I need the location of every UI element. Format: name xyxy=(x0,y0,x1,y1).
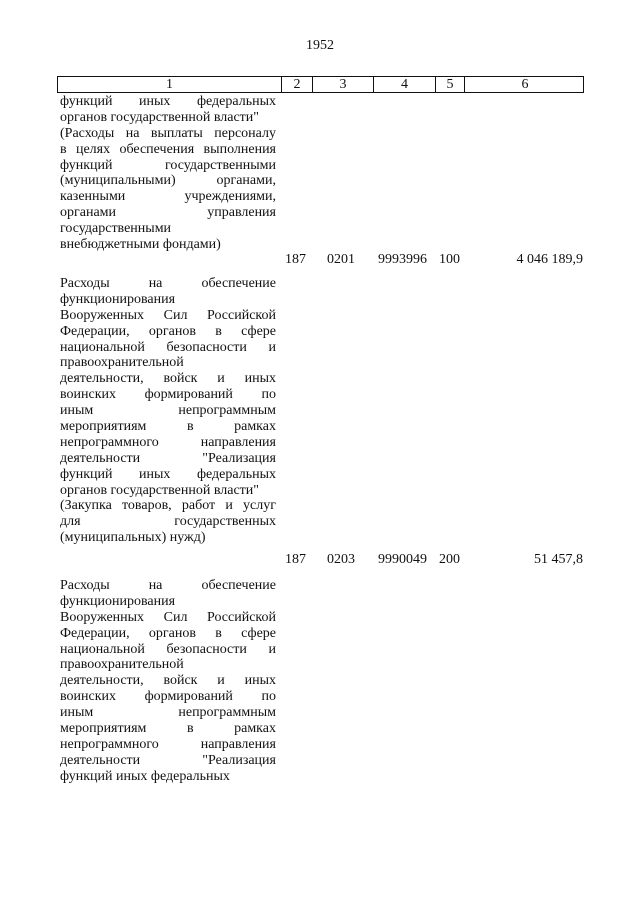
description-line: воинских формирований по xyxy=(60,387,276,403)
description-line: Федерации, органов в сфере xyxy=(60,625,276,641)
description-line: государственными xyxy=(60,221,172,237)
description-line: деятельности, войск и иных xyxy=(60,673,276,689)
header-col-4: 4 xyxy=(374,77,436,92)
description-line: функционирования xyxy=(60,291,176,307)
description-line: непрограммного направления xyxy=(60,434,276,450)
description-line: иным непрограммным xyxy=(60,705,276,721)
description-line: мероприятиям в рамках xyxy=(60,419,276,435)
description-line: национальной безопасности и xyxy=(60,339,276,355)
description-line: воинских формирований по xyxy=(60,689,276,705)
header-col-5: 5 xyxy=(436,77,465,92)
row-col-2: 187 xyxy=(285,252,306,267)
description-line: органов государственной власти" xyxy=(60,109,260,125)
row-col-5: 200 xyxy=(439,552,460,567)
description-line: функций государственными xyxy=(60,157,276,173)
description-line: (муниципальных) нужд) xyxy=(60,530,206,546)
description-line: деятельности "Реализация xyxy=(60,752,276,768)
header-col-2: 2 xyxy=(282,77,313,92)
description-line: непрограммного направления xyxy=(60,736,276,752)
description-line: деятельности "Реализация xyxy=(60,450,276,466)
description-line: органами управления xyxy=(60,205,276,221)
description-line: казенными учреждениями, xyxy=(60,189,276,205)
description-line: Федерации, органов в сфере xyxy=(60,323,276,339)
description-line: мероприятиям в рамках xyxy=(60,721,276,737)
row-col-3: 0203 xyxy=(327,552,355,567)
description-line: деятельности, войск и иных xyxy=(60,371,276,387)
description-line: иным непрограммным xyxy=(60,403,276,419)
description-line: функций иных федеральных xyxy=(60,466,276,482)
description-line: внебюджетными фондами) xyxy=(60,237,221,253)
page-number: 1952 xyxy=(306,38,334,53)
description-line: (Расходы на выплаты персоналу xyxy=(60,125,276,141)
row-col-4: 9993996 xyxy=(378,252,427,267)
row-description xyxy=(60,94,276,253)
description-line: правоохранительной xyxy=(60,657,184,673)
row-col-4: 9990049 xyxy=(378,552,427,567)
description-line: Вооруженных Сил Российской xyxy=(60,307,276,323)
description-line: Расходы на обеспечение xyxy=(60,276,276,291)
description-line: органов государственной власти" xyxy=(60,482,260,498)
row-col-3: 0201 xyxy=(327,252,355,267)
description-line: функций иных федеральных xyxy=(60,94,276,109)
header-col-1: 1 xyxy=(58,77,282,92)
description-line: функций иных федеральных xyxy=(60,768,230,784)
table-header xyxy=(57,76,584,93)
row-col-6: 4 046 189,9 xyxy=(516,252,583,267)
description-line: Вооруженных Сил Российской xyxy=(60,609,276,625)
description-line: национальной безопасности и xyxy=(60,641,276,657)
description-line: функционирования xyxy=(60,593,176,609)
description-line: Расходы на обеспечение xyxy=(60,578,276,593)
description-line: в целях обеспечения выполнения xyxy=(60,141,276,157)
description-line: (Закупка товаров, работ и услуг xyxy=(60,498,276,514)
description-line: правоохранительной xyxy=(60,355,184,371)
header-col-3: 3 xyxy=(313,77,374,92)
row-description xyxy=(60,578,276,785)
header-col-6: 6 xyxy=(521,77,529,92)
description-line: для государственных xyxy=(60,514,276,530)
row-col-2: 187 xyxy=(285,552,306,567)
row-description xyxy=(60,276,276,546)
row-col-6: 51 457,8 xyxy=(534,552,583,567)
row-col-5: 100 xyxy=(439,252,460,267)
description-line: (муниципальными) органами, xyxy=(60,173,276,189)
